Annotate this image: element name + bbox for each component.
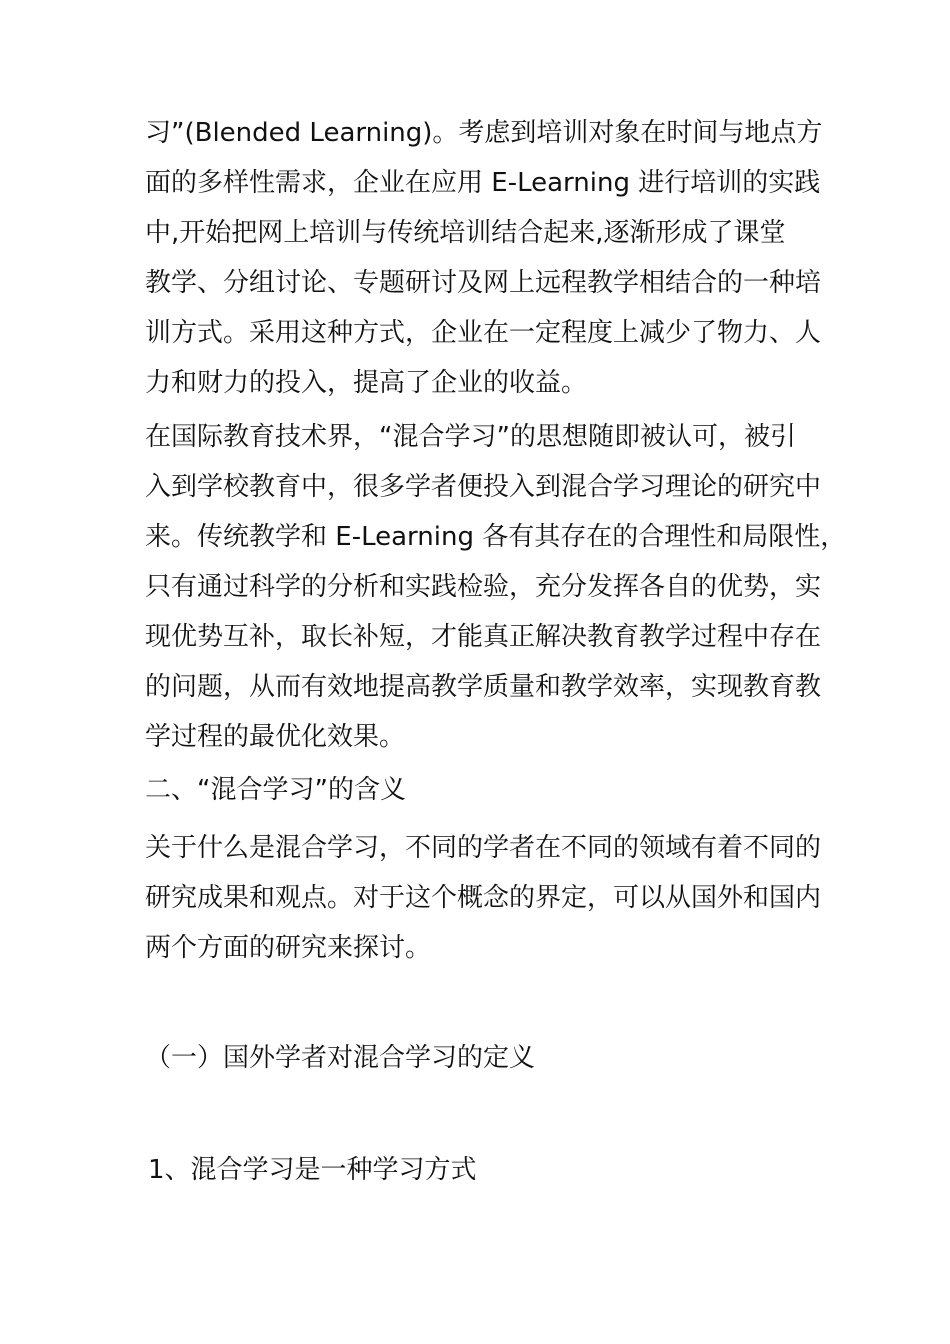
text-line: 的问题，从而有效地提高教学质量和教学效率，实现教育教 (145, 672, 822, 702)
heading-text: 二、“混合学习”的含义 (145, 775, 406, 805)
text-line: 现优势互补，取长补短，才能真正解决教育教学过程中存在 (145, 622, 822, 652)
text-line: 在国际教育技术界，“混合学习”的思想随即被认可，被引 (145, 422, 796, 452)
text-line: 训方式。采用这种方式，企业在一定程度上减少了物力、人 (145, 318, 822, 348)
text-line: 中,开始把网上培训与传统培训结合起来,逐渐形成了课堂 (145, 218, 786, 248)
text-line: 教学、分组讨论、专题研讨及网上远程教学相结合的一种培 (145, 268, 822, 298)
text-line: 来。传统教学和 E-Learning 各有其存在的合理性和局限性， (145, 522, 847, 552)
subsection-heading-foreign-scholars (145, 1033, 825, 1083)
text-line: 研究成果和观点。对于这个概念的界定，可以从国外和国内 (145, 883, 822, 913)
text-line: 面的多样性需求，企业在应用 E-Learning 进行培训的实践 (145, 168, 821, 198)
text-line: 学过程的最优化效果。 (145, 722, 406, 752)
text-line: 习”(Blended Learning)。考虑到培训对象在时间与地点方 (145, 118, 823, 148)
text-line: 只有通过科学的分析和实践检验，充分发挥各自的优势，实 (145, 572, 822, 602)
item-heading-learning-method (148, 1145, 828, 1195)
paragraph-international-recognition (145, 412, 847, 762)
heading-text: （一）国外学者对混合学习的定义 (145, 1043, 536, 1073)
text-line: 力和财力的投入，提高了企业的收益。 (145, 368, 588, 398)
section-heading-meaning (145, 765, 825, 815)
paragraph-definition-overview (145, 823, 825, 973)
text-line: 入到学校教育中，很多学者便投入到混合学习理论的研究中 (145, 472, 822, 502)
text-line: 两个方面的研究来探讨。 (145, 933, 432, 963)
heading-text: 1、混合学习是一种学习方式 (148, 1155, 477, 1185)
paragraph-blended-learning-intro (145, 108, 825, 408)
text-line: 关于什么是混合学习，不同的学者在不同的领域有着不同的 (145, 833, 822, 863)
